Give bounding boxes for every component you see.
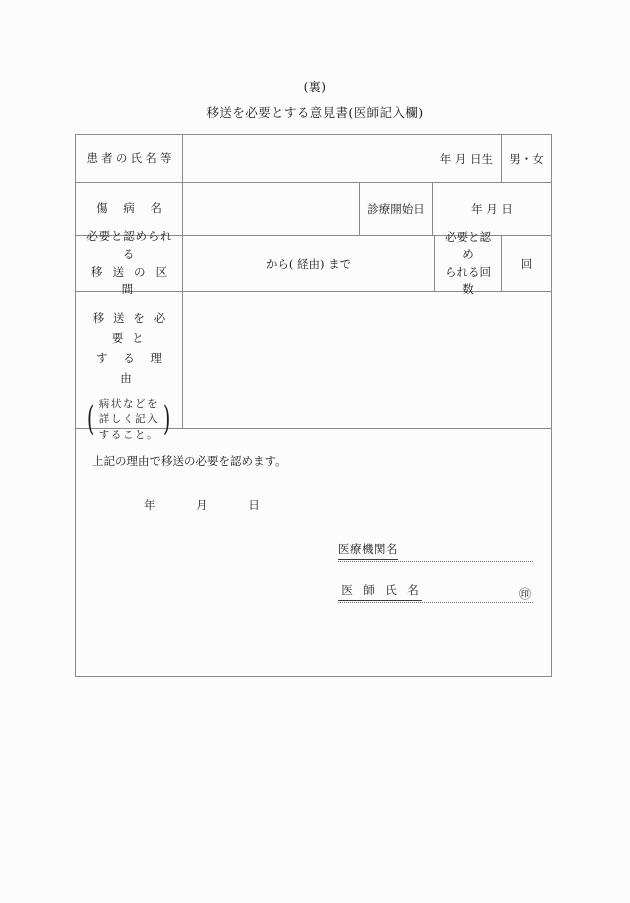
certification-date-field[interactable] [144,497,260,513]
doctor-name-row[interactable] [338,574,533,603]
label-transport-reason [76,292,183,441]
signature-block [338,533,533,615]
reason-note-line2: 詳しく記入 [98,413,160,426]
label-approved-count-line2: られる回数 [445,264,491,296]
certification-date-month: 月 [196,498,209,512]
label-disease-name: 傷 病 名 [76,183,183,235]
certification-date-day: 日 [248,498,261,512]
patient-sex-field[interactable]: 男・女 [509,151,544,166]
institution-name-row[interactable] [338,533,533,562]
certification-statement: 上記の理由で移送の必要を認めます。 [92,454,287,468]
paren-close-icon: ) [163,399,171,440]
paren-open-icon: ( [87,399,95,440]
reason-note-line3: すること。 [98,429,160,441]
label-institution-name: 医療機関名 [338,541,398,560]
table-row-patient [76,135,551,183]
certification-area [76,429,551,676]
label-approved-count [435,230,502,296]
label-approved-count-line1: 必要と認め [445,230,491,262]
label-treatment-start-date: 診療開始日 [360,183,433,235]
table-row-reason [76,292,551,441]
label-transport-section-line1: 必要と認められる [86,228,173,261]
label-doctor-name: 医 師 氏 名 [338,582,422,601]
table-row-section [76,228,551,297]
reason-note-line1: 病状などを [98,397,160,410]
transport-reason-field[interactable] [183,292,551,428]
side-marker: (裏) [303,80,327,94]
medical-transport-form-table [75,134,552,677]
label-transport-reason-line1: 移 送 を 必 要 と [92,311,168,346]
transport-route-field[interactable]: から( 経由) まで [183,236,435,291]
page-title: 移送を必要とする意見書(医師記入欄) [206,105,424,120]
label-transport-section [76,228,183,297]
approved-count-field[interactable]: 回 [520,256,533,271]
seal-stamp-icon: ㊞ [518,587,531,601]
patient-birthdate-field[interactable]: 年 月 日生 [183,135,502,182]
label-transport-reason-line2: す る 理 由 [96,351,168,386]
label-patient-name: 患者の氏名等 [76,135,183,182]
treatment-start-date-field[interactable]: 年 月 日 [471,202,513,216]
table-row-certification [76,429,551,676]
certification-date-year: 年 [144,498,156,512]
disease-name-field[interactable] [183,183,360,235]
label-transport-section-line2: 移 送 の 区 間 [90,264,171,297]
